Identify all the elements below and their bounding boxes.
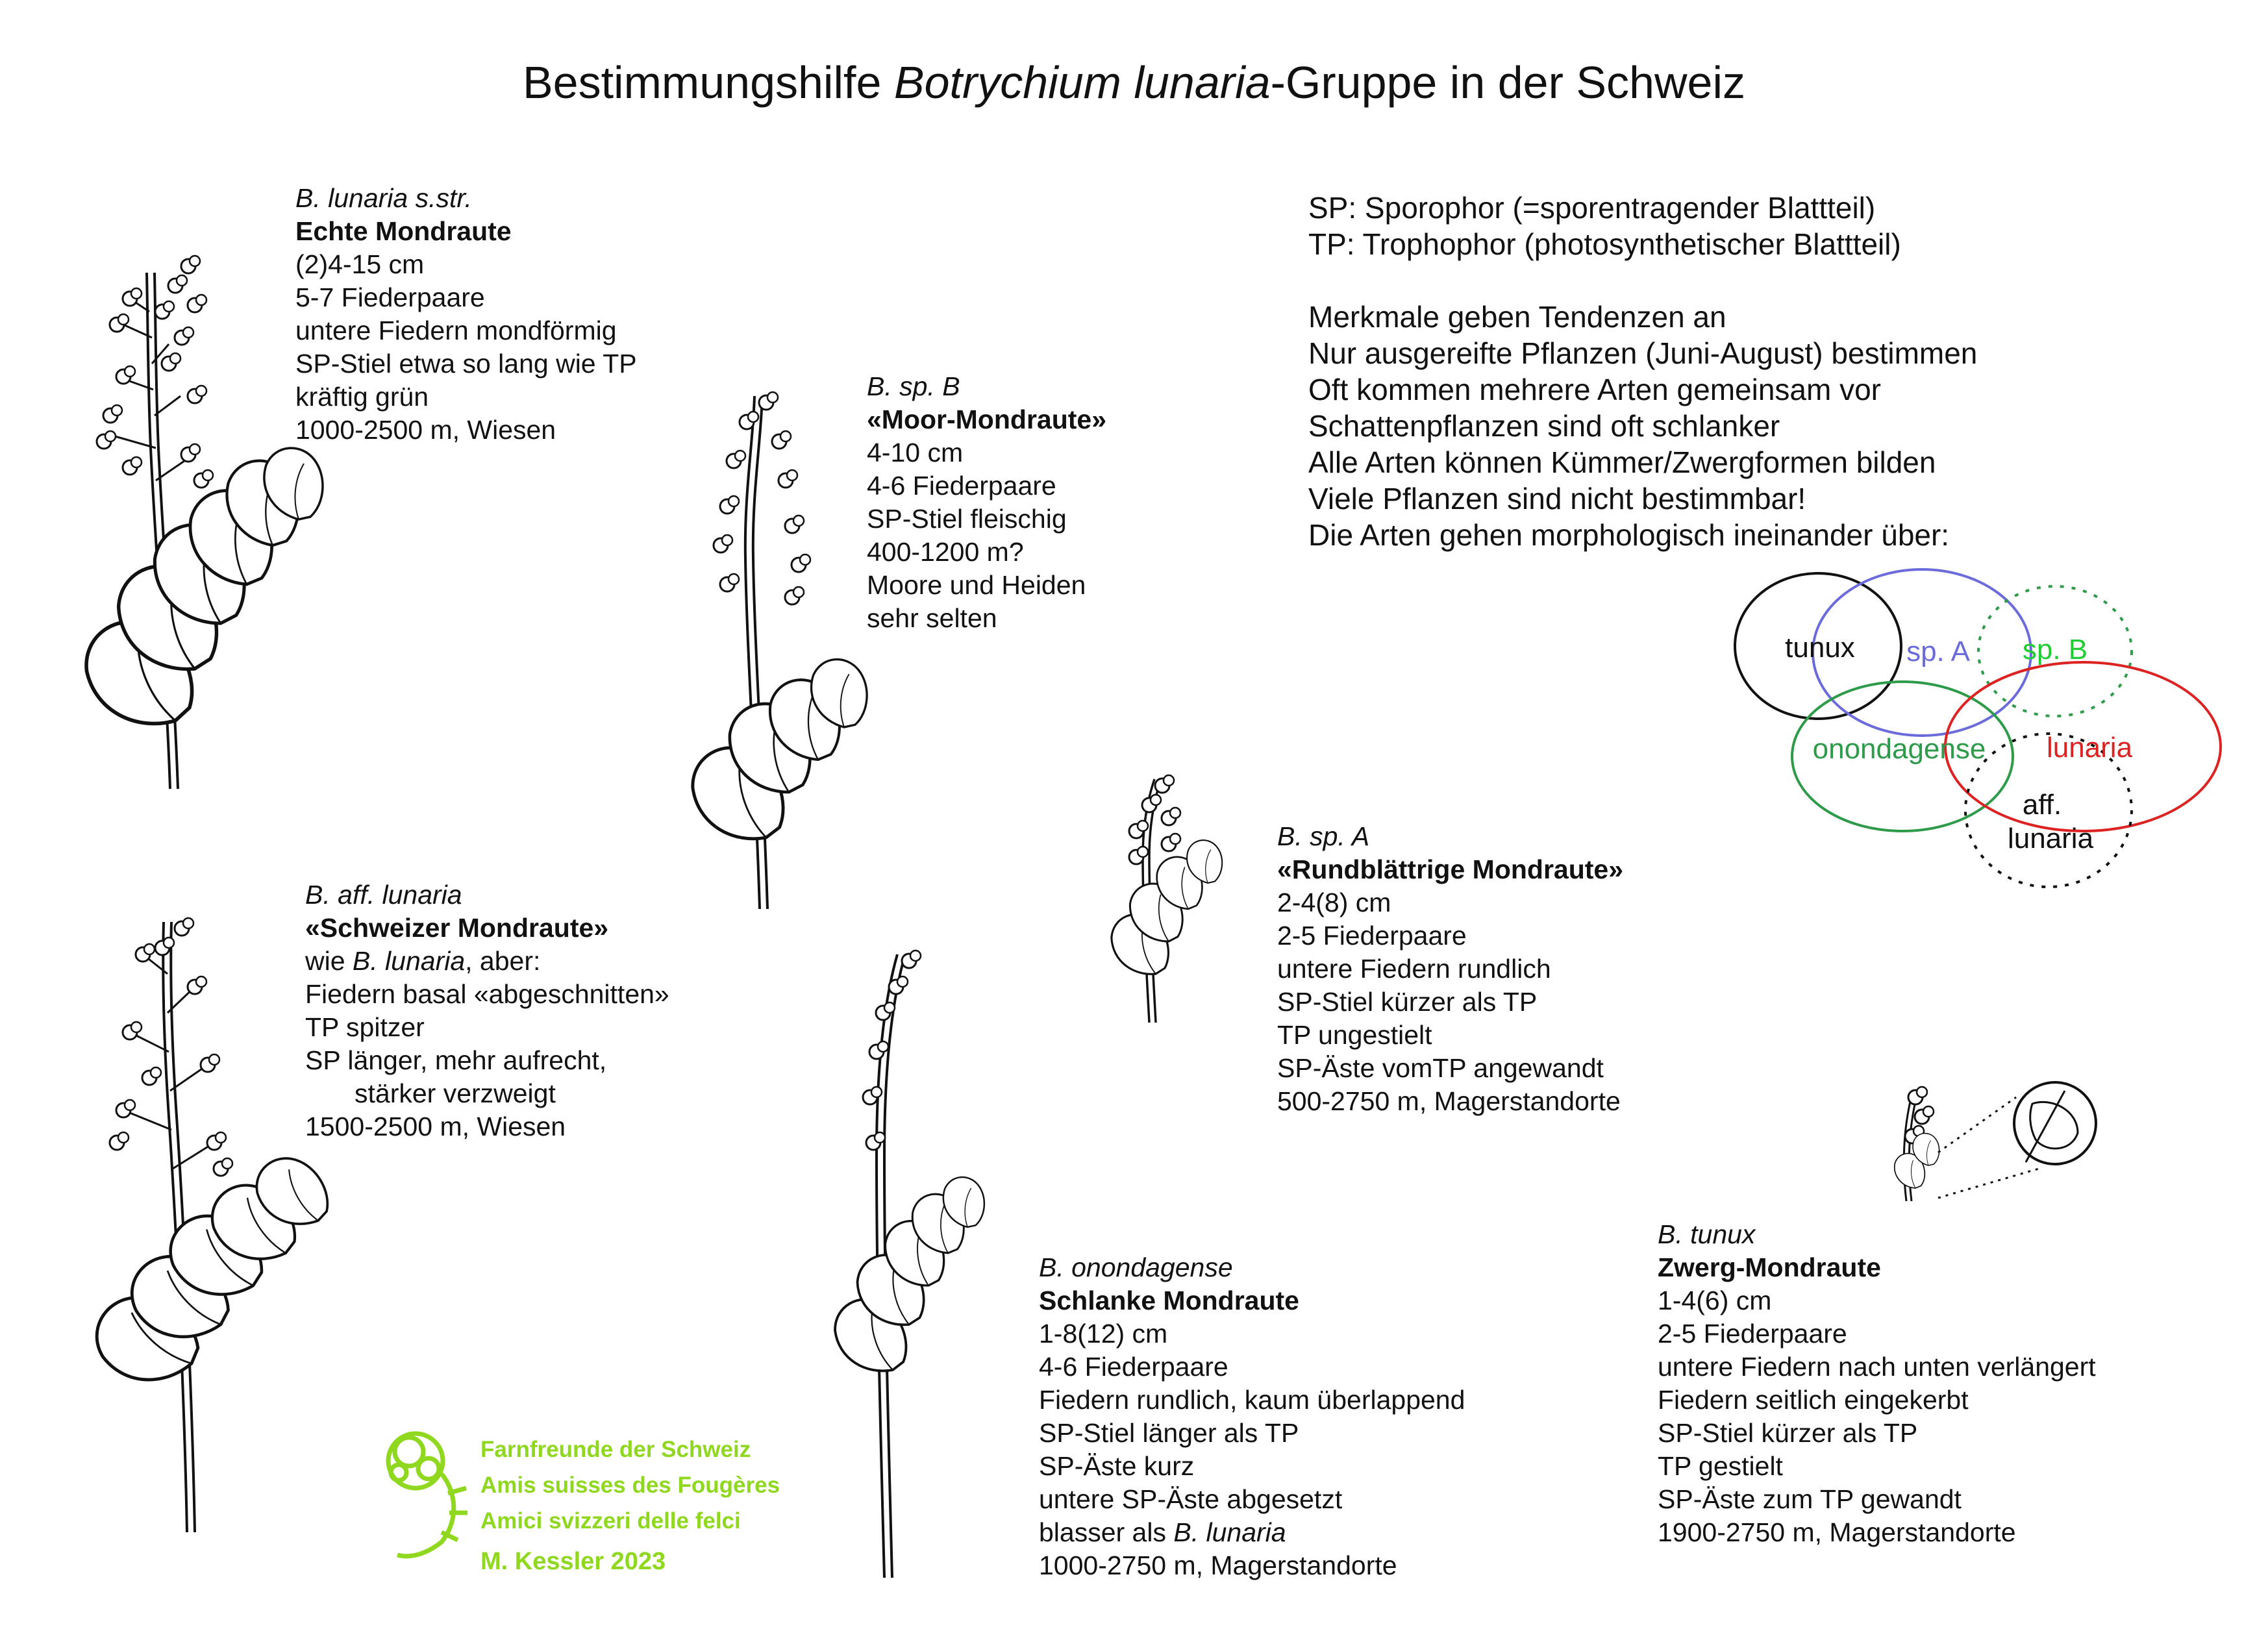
trait-line: TP gestielt bbox=[1658, 1451, 1783, 1481]
trait-line bbox=[1039, 1516, 1465, 1549]
trait-line: 1-8(12) cm bbox=[1039, 1319, 1168, 1349]
trait-line: untere Fiedern mondförmig bbox=[295, 316, 617, 345]
trait-line: SP-Äste zum TP gewandt bbox=[1658, 1484, 1962, 1514]
trait-line: untere SP-Äste abgesetzt bbox=[1039, 1484, 1343, 1514]
species-block-onondagense bbox=[1039, 1251, 1465, 1582]
remark-line: Die Arten gehen morphologisch ineinander über: bbox=[1308, 518, 1950, 552]
fern-drawing-lunaria bbox=[70, 256, 322, 789]
sci-name: B. lunaria s.str. bbox=[295, 183, 472, 213]
trait-suffix: , aber: bbox=[465, 946, 541, 976]
fern-drawing-spB bbox=[680, 392, 867, 909]
legend-tp: TP: Trophophor (photosynthetischer Blattteil) bbox=[1308, 227, 1901, 261]
title-suffix: -Gruppe in der Schweiz bbox=[1270, 57, 1746, 108]
trait-prefix: blasser als bbox=[1039, 1517, 1174, 1547]
remark-line: Nur ausgereifte Pflanzen (Juni-August) bestimmen bbox=[1308, 336, 1978, 370]
trait-line: 1-4(6) cm bbox=[1658, 1286, 1772, 1315]
common-name: Echte Mondraute bbox=[295, 216, 512, 246]
spacer bbox=[1308, 262, 1977, 299]
trait-line: SP-Stiel kürzer als TP bbox=[1658, 1418, 1918, 1448]
common-name: Schlanke Mondraute bbox=[1039, 1286, 1299, 1315]
species-block-spA bbox=[1277, 820, 1623, 1118]
trait-line bbox=[305, 945, 669, 978]
legend-sp: SP: Sporophor (=sporentragender Blattteil) bbox=[1308, 191, 1876, 225]
logo-line-it: Amici svizzeri delle felci bbox=[480, 1508, 741, 1534]
trait-line: 4-10 cm bbox=[867, 438, 964, 467]
fern-drawing-tunux bbox=[1892, 1087, 1939, 1201]
sci-name: B. sp. A bbox=[1277, 821, 1370, 851]
trait-line: Moore und Heiden bbox=[867, 570, 1086, 600]
sci-name: B. onondagense bbox=[1039, 1252, 1233, 1282]
trait-line: SP-Stiel länger als TP bbox=[1039, 1418, 1299, 1448]
trait-line: 1000-2500 m, Wiesen bbox=[295, 415, 556, 445]
trait-line: untere Fiedern nach unten verlängert bbox=[1658, 1352, 2096, 1382]
trait-line: 4-6 Fiederpaare bbox=[867, 471, 1056, 501]
trait-line: TP spitzer bbox=[305, 1012, 425, 1042]
remark-line: Schattenpflanzen sind oft schlanker bbox=[1308, 409, 1780, 443]
species-block-aff-lunaria bbox=[305, 878, 669, 1143]
common-name: Zwerg-Mondraute bbox=[1658, 1252, 1881, 1282]
title-regular: Bestimmungshilfe bbox=[522, 57, 894, 108]
sci-name: B. aff. lunaria bbox=[305, 880, 462, 910]
venn-label-spA: sp. A bbox=[1906, 636, 1970, 667]
trait-line: SP-Stiel etwa so lang wie TP bbox=[295, 349, 637, 379]
fern-drawing-aff-lunaria bbox=[82, 918, 338, 1532]
trait-line-indented: stärker verzweigt bbox=[355, 1078, 556, 1108]
trait-line: SP-Äste vomTP angewandt bbox=[1277, 1053, 1604, 1083]
trait-line: 2-5 Fiederpaare bbox=[1658, 1319, 1847, 1349]
trait-line: (2)4-15 cm bbox=[295, 249, 425, 279]
trait-line: SP-Stiel kürzer als TP bbox=[1277, 987, 1538, 1017]
species-block-lunaria bbox=[295, 182, 637, 447]
trait-line: Fiedern seitlich eingekerbt bbox=[1658, 1385, 1969, 1415]
sci-name: B. tunux bbox=[1658, 1219, 1756, 1249]
venn-label-spB: sp. B bbox=[2022, 634, 2088, 665]
magnifier-detail-icon bbox=[1938, 1082, 2096, 1198]
trait-line: kräftig grün bbox=[295, 382, 429, 412]
trait-line: 4-6 Fiederpaare bbox=[1039, 1352, 1228, 1382]
common-name: «Rundblättrige Mondraute» bbox=[1277, 854, 1624, 884]
venn-label-lunaria: lunaria bbox=[2046, 732, 2133, 764]
trait-line: TP ungestielt bbox=[1277, 1020, 1432, 1050]
trait-line: untere Fiedern rundlich bbox=[1277, 954, 1551, 984]
trait-line: SP länger, mehr aufrecht, bbox=[305, 1045, 607, 1075]
trait-line: 2-4(8) cm bbox=[1277, 888, 1391, 917]
common-name: «Schweizer Mondraute» bbox=[305, 913, 609, 943]
venn-label-onondagense: onondagense bbox=[1812, 733, 1986, 765]
remark-line: Alle Arten können Kümmer/Zwergformen bilden bbox=[1308, 445, 1936, 479]
fern-drawing-spA bbox=[1104, 775, 1222, 1023]
trait-prefix: wie bbox=[305, 946, 353, 976]
venn-label-aff: aff. bbox=[2022, 789, 2062, 821]
society-logo-text bbox=[480, 1432, 780, 1539]
trait-line: SP-Stiel fleischig bbox=[867, 504, 1067, 534]
venn-label-tunux: tunux bbox=[1785, 632, 1855, 664]
trait-line: 5-7 Fiederpaare bbox=[295, 282, 485, 312]
trait-line: Fiedern basal «abgeschnitten» bbox=[305, 979, 669, 1009]
title-italic: Botrychium lunaria bbox=[893, 57, 1271, 108]
general-notes bbox=[1308, 190, 1977, 553]
trait-ref-species: B. lunaria bbox=[1173, 1517, 1286, 1547]
trait-line: Fiedern rundlich, kaum überlappend bbox=[1039, 1385, 1465, 1415]
fern-drawing-onondagense bbox=[825, 951, 984, 1578]
author-credit: M. Kessler 2023 bbox=[480, 1548, 666, 1575]
trait-line: sehr selten bbox=[867, 603, 997, 633]
remark-line: Merkmale geben Tendenzen an bbox=[1308, 300, 1726, 334]
trait-line: 2-5 Fiederpaare bbox=[1277, 921, 1467, 951]
trait-line: 500-2750 m, Magerstandorte bbox=[1277, 1086, 1621, 1116]
logo-line-fr: Amis suisses des Fougères bbox=[480, 1473, 780, 1498]
trait-line: 1900-2750 m, Magerstandorte bbox=[1658, 1517, 2016, 1547]
common-name: «Moor-Mondraute» bbox=[867, 404, 1106, 434]
trait-line: SP-Äste kurz bbox=[1039, 1451, 1195, 1481]
species-block-tunux bbox=[1658, 1218, 2096, 1549]
sci-name: B. sp. B bbox=[867, 371, 960, 401]
trait-ref-species: B. lunaria bbox=[352, 946, 466, 976]
trait-line: 400-1200 m? bbox=[867, 537, 1024, 567]
remark-line: Viele Pflanzen sind nicht bestimmbar! bbox=[1308, 482, 1806, 516]
logo-line-de: Farnfreunde der Schweiz bbox=[480, 1437, 751, 1462]
remark-line: Oft kommen mehrere Arten gemeinsam vor bbox=[1308, 373, 1881, 406]
species-block-spB bbox=[867, 370, 1106, 635]
trait-line: 1500-2500 m, Wiesen bbox=[305, 1112, 566, 1141]
venn-label-aff-lunaria: lunaria bbox=[2007, 823, 2094, 854]
species-overlap-diagram bbox=[1735, 569, 2221, 887]
fern-spiral-logo-icon bbox=[388, 1434, 467, 1556]
trait-line: 1000-2750 m, Magerstandorte bbox=[1039, 1550, 1397, 1580]
